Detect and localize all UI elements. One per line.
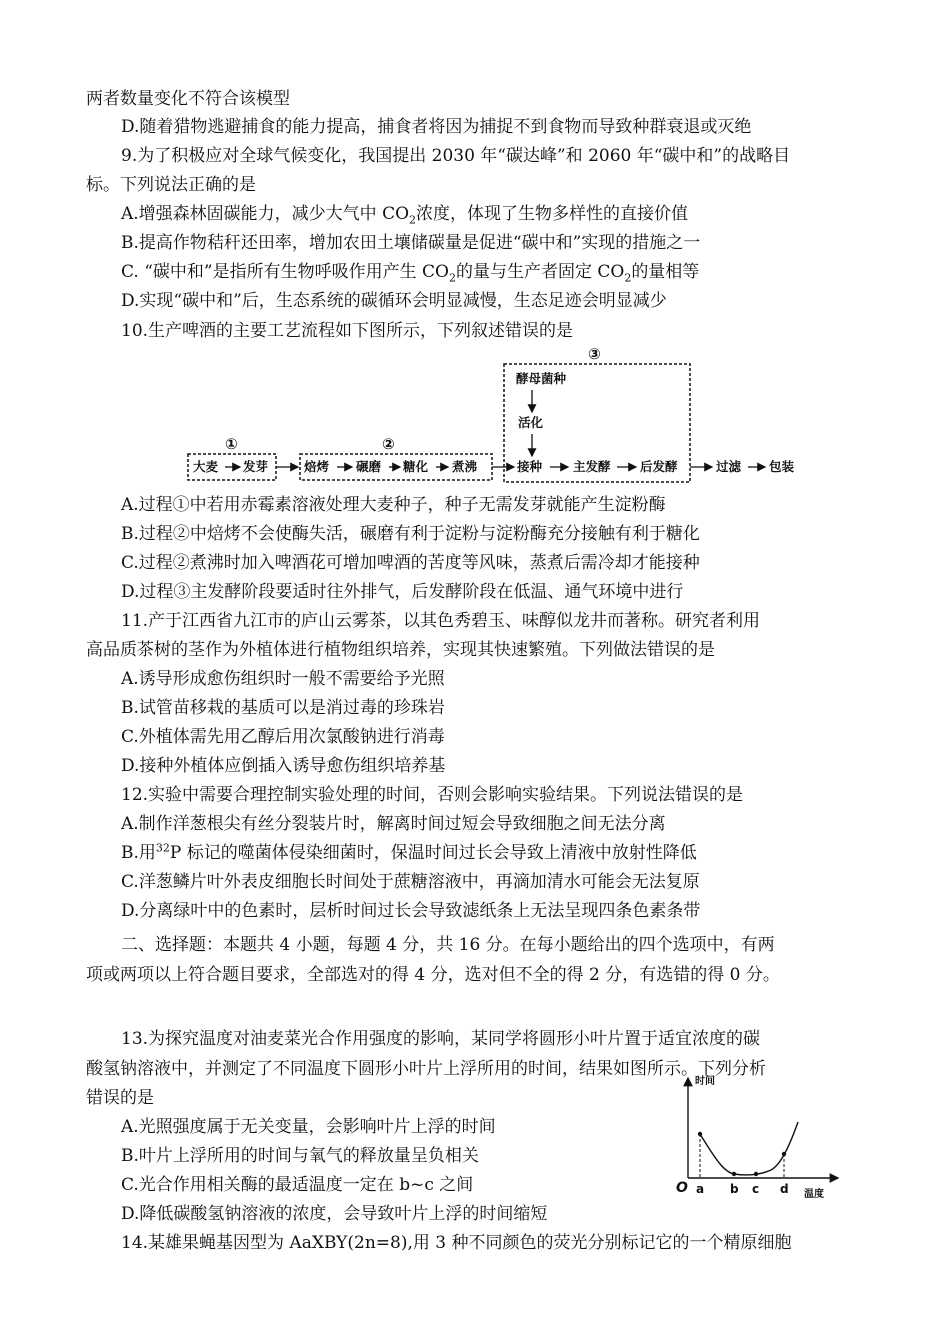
- option-a-q9: [121, 201, 688, 227]
- y-axis-label: 时间: [695, 1076, 715, 1087]
- question-13-stem-cont2: 错误的是: [86, 1088, 154, 1108]
- subscript: 2: [448, 271, 456, 285]
- step-post-fermentation: 后发酵: [640, 459, 678, 474]
- step-activate: 活化: [518, 415, 544, 430]
- step-saccharify: 糖化: [403, 459, 429, 474]
- subscript: 2: [409, 213, 417, 227]
- option-a-q10: A.过程①中若用赤霉素溶液处理大麦种子，种子无需发芽就能产生淀粉酶: [121, 495, 666, 515]
- tick-a: a: [696, 1182, 705, 1196]
- text: A.增强森林固碳能力，减少大气中 CO: [121, 204, 410, 224]
- question-11-stem: 11.产于江西省九江市的庐山云雾茶，以其色秀碧玉、味醇似龙井而著称。研究者利用: [121, 611, 761, 631]
- circle-3-label: ③: [588, 345, 601, 363]
- circle-2-label: ②: [382, 435, 395, 453]
- tick-b: b: [730, 1182, 739, 1196]
- option-b-q10: B.过程②中焙烤不会使酶失活，碾磨有利于淀粉与淀粉酶充分接触有利于糖化: [121, 524, 700, 544]
- step-yeast-strain: 酵母菌种: [516, 371, 567, 386]
- text: B.用: [121, 843, 156, 863]
- tick-d: d: [780, 1182, 789, 1196]
- subscript: 2: [624, 271, 632, 285]
- question-11-stem-cont: 高品质茶树的茎作为外植体进行植物组织培养，实现其快速繁殖。下列做法错误的是: [86, 640, 715, 660]
- option-b-q13: B.叶片上浮所用的时间与氧气的释放量呈负相关: [121, 1146, 479, 1166]
- origin-label: O: [676, 1180, 688, 1196]
- option-d-q9: D.实现“碳中和”后，生态系统的碳循环会明显减慢，生态足迹会明显减少: [121, 291, 667, 311]
- option-a-q13: A.光照强度属于无关变量，会影响叶片上浮的时间: [121, 1117, 496, 1137]
- option-c-q9: [121, 259, 699, 285]
- step-boil: 煮沸: [452, 459, 478, 474]
- option-c-q12: C.洋葱鳞片叶外表皮细胞长时间处于蔗糖溶液中，再滴加清水可能会无法复原: [121, 872, 700, 892]
- question-13-stem-cont: 酸氢钠溶液中，并测定了不同温度下圆形小叶片上浮所用的时间，结果如图所示。下列分析: [86, 1059, 766, 1079]
- question-13-stem: 13.为探究温度对油麦菜光合作用强度的影响，某同学将圆形小叶片置于适宜浓度的碳: [121, 1029, 761, 1049]
- option-d-q8: D.随着猎物逃避捕食的能力提高，捕食者将因为捕捉不到食物而导致种群衰退或灭绝: [121, 117, 752, 137]
- question-14-stem: 14.某雄果蝇基因型为 AaXBY(2n=8),用 3 种不同颜色的荧光分别标记它的一个精原细胞: [121, 1233, 792, 1253]
- option-d-q13: D.降低碳酸氢钠溶液的浓度，会导致叶片上浮的时间缩短: [121, 1204, 548, 1224]
- question-10-stem: 10.生产啤酒的主要工艺流程如下图所示，下列叙述错误的是: [121, 321, 574, 341]
- x-axis-label: 温度: [804, 1189, 824, 1200]
- text: 的量与生产者固定 CO: [455, 262, 625, 282]
- step-germinate: 发芽: [243, 459, 269, 474]
- option-d-q12: D.分离绿叶中的色素时，层析时间过长会导致滤纸条上无法呈现四条色素条带: [121, 901, 701, 921]
- curve: [700, 1122, 798, 1175]
- option-a-q11: A.诱导形成愈伤组织时一般不需要给予光照: [121, 669, 445, 689]
- option-c-q11: C.外植体需先用乙醇后用次氯酸钠进行消毒: [121, 727, 445, 747]
- question-12-stem: 12.实验中需要合理控制实验处理的时间，否则会影响实验结果。下列说法错误的是: [121, 785, 744, 805]
- option-b-q12: [121, 840, 697, 866]
- text: P 标记的噬菌体侵染细菌时，保温时间过长会导致上清液中放射性降低: [169, 843, 697, 863]
- text: 浓度，体现了生物多样性的直接价值: [416, 204, 689, 224]
- text: 的量相等: [631, 262, 700, 282]
- text: C. “碳中和”是指所有生物呼吸作用产生 CO: [121, 262, 449, 282]
- option-b-q11: B.试管苗移栽的基质可以是消过毒的珍珠岩: [121, 698, 445, 718]
- temperature-time-graph: [668, 1072, 848, 1202]
- option-c-q10: C.过程②煮沸时加入啤酒花可增加啤酒的苦度等风味，蒸煮后需冷却才能接种: [121, 553, 700, 573]
- option-c-q13: C.光合作用相关酶的最适温度一定在 b~c 之间: [121, 1175, 474, 1195]
- question-9-stem: 9.为了积极应对全球气候变化，我国提出 2030 年“碳达峰”和 2060 年“碳中和”的战略目: [121, 146, 791, 166]
- step-main-fermentation: 主发酵: [573, 459, 611, 474]
- step-mill: 碾磨: [356, 459, 382, 474]
- section-2-heading-cont: 项或两项以上符合题目要求，全部选对的得 4 分，选对但不全的得 2 分，有选错的得 0 分。: [86, 965, 780, 985]
- option-d-q11: D.接种外植体应倒插入诱导愈伤组织培养基: [121, 756, 446, 776]
- option-d-q10: D.过程③主发酵阶段要适时往外排气，后发酵阶段在低温、通气环境中进行: [121, 582, 684, 602]
- tick-c: c: [752, 1182, 760, 1196]
- option-b-q9: B.提高作物秸秆还田率，增加农田土壤储碳量是促进“碳中和”实现的措施之一: [121, 233, 701, 253]
- text-line: 两者数量变化不符合该模型: [86, 89, 290, 109]
- circle-1-label: ①: [225, 435, 238, 453]
- step-inoculate: 接种: [517, 459, 543, 474]
- option-a-q12: A.制作洋葱根尖有丝分裂装片时，解离时间过短会导致细胞之间无法分离: [121, 814, 666, 834]
- question-9-stem-cont: 标。下列说法正确的是: [86, 175, 256, 195]
- step-barley: 大麦: [193, 459, 219, 474]
- step-filter: 过滤: [716, 459, 742, 474]
- step-roast: 焙烤: [304, 459, 330, 474]
- section-2-heading: 二、选择题：本题共 4 小题，每题 4 分，共 16 分。在每小题给出的四个选项中，有两: [121, 935, 775, 955]
- step-package: 包装: [769, 459, 795, 474]
- superscript: 32: [155, 841, 170, 855]
- beer-process-diagram: [180, 345, 820, 490]
